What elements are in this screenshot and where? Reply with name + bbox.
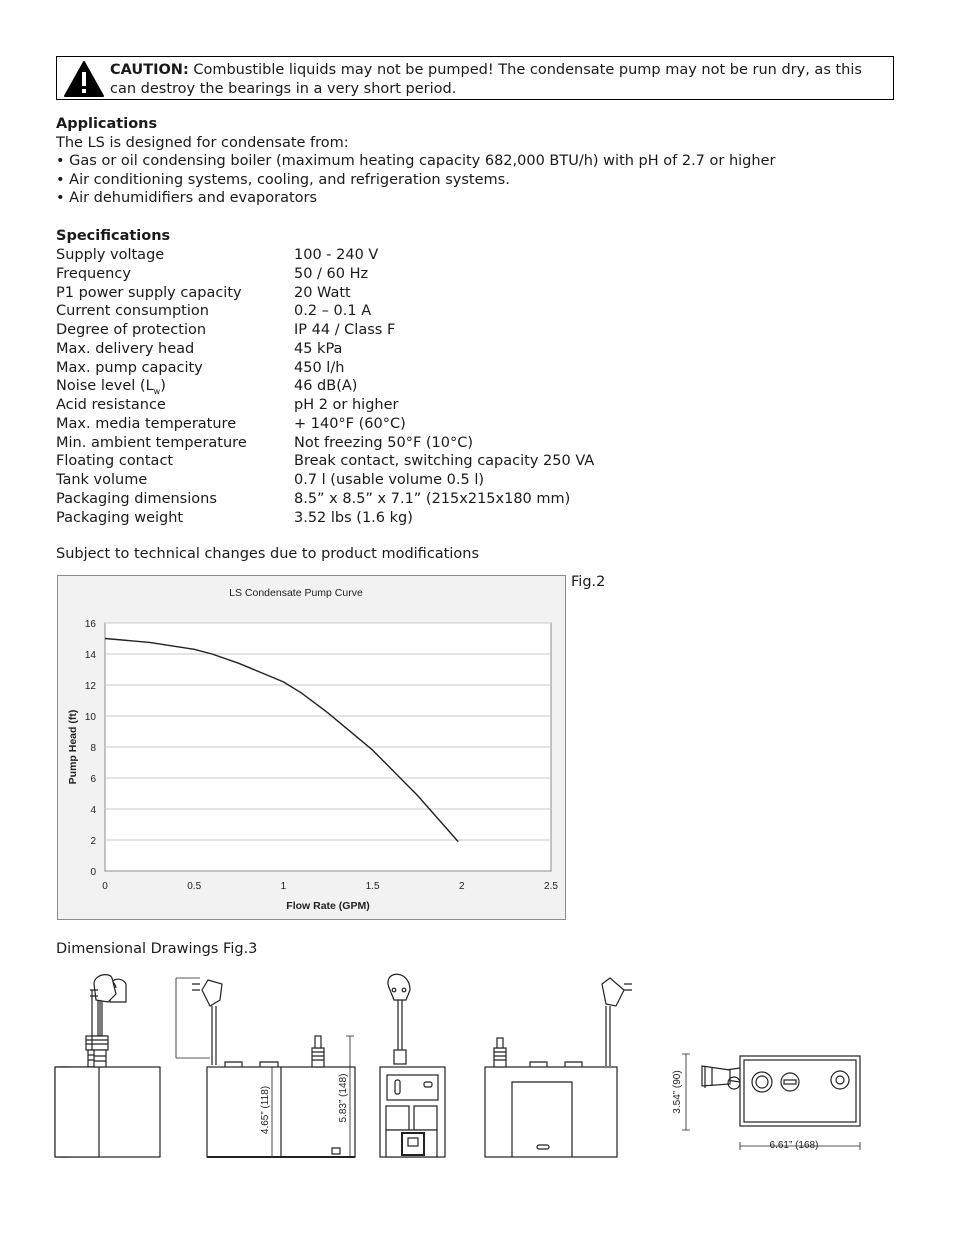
view4-body <box>485 1067 617 1157</box>
applications-item: • Air dehumidifiers and evaporators <box>56 190 318 206</box>
applications-heading: Applications <box>56 116 158 132</box>
spec-label: Max. media temperature <box>56 415 237 432</box>
spec-label: Packaging dimensions <box>56 490 217 507</box>
y-tick-label: 6 <box>90 774 96 785</box>
caution-box <box>56 56 894 100</box>
y-tick-label: 0 <box>90 867 96 878</box>
x-tick-label: 1.5 <box>365 881 380 892</box>
spec-value: 8.5” x 8.5” x 7.1” (215x215x180 mm) <box>294 490 571 507</box>
chart-title: LS Condensate Pump Curve <box>229 587 363 599</box>
spec-value: 0.7 l (usable volume 0.5 l) <box>294 472 485 488</box>
spec-label: Max. delivery head <box>56 340 195 357</box>
spec-value: 20 Watt <box>294 284 351 301</box>
spec-label: Supply voltage <box>56 247 165 263</box>
spec-value: 100 - 240 V <box>294 247 379 263</box>
dimensional-drawings <box>50 970 870 1165</box>
spec-value: 50 / 60 Hz <box>294 265 369 282</box>
x-tick-label: 0 <box>102 881 108 892</box>
dim-height-total: 5.83” (148) <box>338 1073 349 1123</box>
spec-value: 45 kPa <box>294 340 343 357</box>
spec-label: P1 power supply capacity <box>56 284 242 301</box>
view1-body <box>55 1067 99 1157</box>
spec-label: Noise level $(L_w)$ <box>56 378 166 397</box>
applications-intro: The LS is designed for condensate from: <box>56 135 349 151</box>
dim-height-body: 4.65” (118) <box>260 1085 271 1135</box>
fig3-label: Dimensional Drawings Fig.3 <box>56 941 258 957</box>
fig2-label: Fig.2 <box>571 574 606 590</box>
x-tick-label: 2 <box>459 881 465 892</box>
spec-value: 0.2 – 0.1 A <box>294 303 372 320</box>
spec-label: Floating contact <box>56 453 174 470</box>
spec-value: 3.52 lbs (1.6 kg) <box>294 509 413 526</box>
spec-label: Degree of protection <box>56 322 207 338</box>
spec-label: Max. pump capacity <box>56 359 203 376</box>
spec-value: + 140°F (60°C) <box>294 415 406 432</box>
spec-label: Packaging weight <box>56 509 184 526</box>
warning-triangle-icon <box>63 60 105 98</box>
notice-text: Subject to technical changes due to product modifications <box>56 546 480 562</box>
spec-value: Not freezing 50°F (10°C) <box>294 434 474 451</box>
x-tick-label: 0.5 <box>187 881 202 892</box>
y-tick-label: 12 <box>84 681 96 692</box>
caution-label: CAUTION: <box>110 62 189 78</box>
spec-label: Current consumption <box>56 303 209 320</box>
spec-label: Min. ambient temperature <box>56 434 247 451</box>
spec-value: pH 2 or higher <box>294 397 399 413</box>
caution-text <box>110 61 890 98</box>
y-tick-label: 8 <box>90 743 96 754</box>
x-axis-label: Flow Rate (GPM) <box>286 900 370 912</box>
spec-label: Frequency <box>56 265 131 282</box>
x-tick-label: 2.5 <box>544 881 558 892</box>
pump-curve-svg <box>58 576 565 919</box>
spec-value: 450 l/h <box>294 359 345 376</box>
spec-label: Tank volume <box>56 472 148 488</box>
y-tick-label: 10 <box>84 712 96 723</box>
caution-message: Combustible liquids may not be pumped! The condensate pump may not be run dry, as this can destroy the bearings in a very short period. <box>110 62 862 97</box>
specifications-heading: Specifications <box>56 228 171 244</box>
applications-item: • Gas or oil condensing boiler (maximum heating capacity 682,000 BTU/h) with pH of 2.7 or higher <box>56 153 776 169</box>
dim-width: 6.61” (168) <box>769 1140 819 1151</box>
y-tick-label: 16 <box>84 619 96 630</box>
y-axis-label: Pump Head (ft) <box>67 709 79 785</box>
pump-curve-chart <box>57 575 566 920</box>
spec-value: Break contact, switching capacity 250 VA <box>294 453 595 470</box>
x-tick-label: 1 <box>280 881 287 892</box>
spec-label: Acid resistance <box>56 397 166 413</box>
y-tick-label: 2 <box>90 836 96 847</box>
dim-depth: 3.54” (90) <box>672 1070 683 1114</box>
spec-value: 46 dB(A) <box>294 378 358 395</box>
spec-value: IP 44 / Class F <box>294 322 396 338</box>
y-tick-label: 4 <box>90 805 96 816</box>
y-tick-label: 14 <box>84 650 96 661</box>
applications-item: • Air conditioning systems, cooling, and refrigeration systems. <box>56 172 510 188</box>
